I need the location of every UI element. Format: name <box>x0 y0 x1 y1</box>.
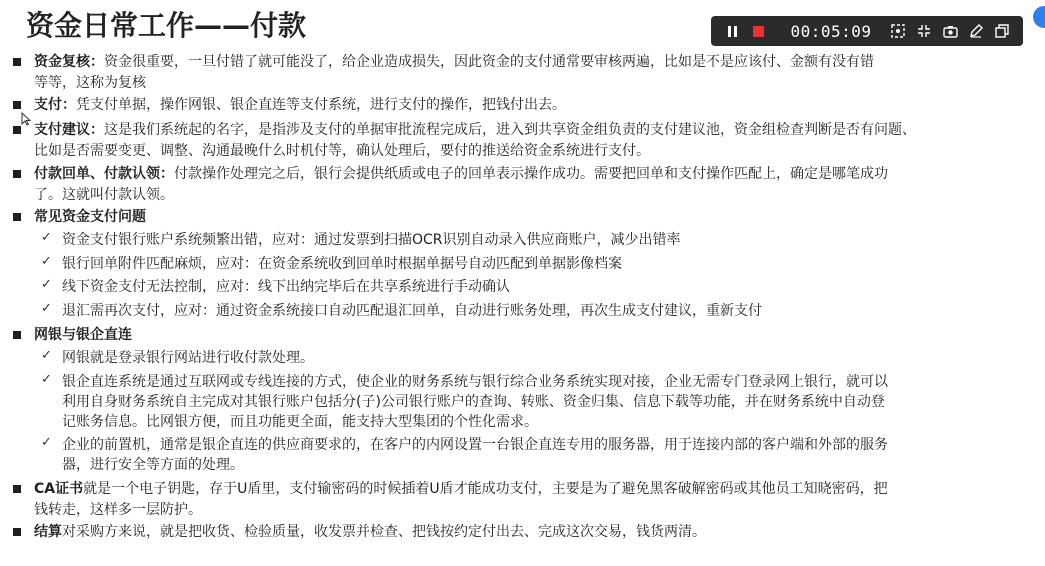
bullet-icon <box>13 213 21 221</box>
list-item-continuation: 等等，这称为复核 <box>34 75 146 91</box>
bullet-icon <box>13 485 21 493</box>
camera-icon[interactable] <box>937 16 963 46</box>
bullet-icon <box>13 126 21 134</box>
item-term: 支付： <box>34 97 76 113</box>
sub-item: 网银就是登录银行网站进行收付款处理。 <box>62 350 314 366</box>
avatar <box>1033 6 1045 28</box>
recording-timer: 00:05:09 <box>790 21 872 41</box>
item-term: CA证书 <box>34 481 84 497</box>
list-item <box>34 479 888 499</box>
list-item-continuation: 钱转走，这样多一层防护。 <box>34 502 202 518</box>
list-item <box>34 52 874 72</box>
checkmark-icon: ✓ <box>41 372 52 387</box>
list-item-continuation: 比如是否需要变更、调整、沟通最晚什么时机付等，确认处理后，要付的推送给资金系统进行支付。 <box>34 143 650 159</box>
list-item <box>34 95 566 115</box>
list-item-continuation: 了。这就叫付款认领。 <box>34 187 174 203</box>
checkmark-icon: ✓ <box>41 301 52 316</box>
list-item <box>34 164 888 184</box>
screenshot-target-icon[interactable] <box>885 16 911 46</box>
list-item <box>34 120 916 140</box>
sub-item: 企业的前置机，通常是银企直连的供应商要求的，在客户的内网设置一台银企直连专用的服务器，用于连接内部的客户端和外部的服务 <box>62 437 888 453</box>
pen-icon[interactable] <box>963 16 989 46</box>
item-term: 结算 <box>34 524 62 540</box>
item-term: 支付建议： <box>34 122 104 138</box>
item-text: 凭支付单据，操作网银、银企直连等支付系统，进行支付的操作，把钱付出去。 <box>76 97 566 113</box>
mouse-cursor-icon <box>21 112 31 126</box>
section-heading: 网银与银企直连 <box>34 327 132 343</box>
item-text: 对采购方来说，就是把收货、检验质量，收发票并检查、把钱按约定付出去、完成这次交易，钱货两清。 <box>62 524 706 540</box>
sub-item-continuation: 记账务信息。比网银方便，而且功能更全面，能支持大型集团的个性化需求。 <box>62 414 538 430</box>
item-text: 资金很重要，一旦付错了就可能没了，给企业造成损失，因此资金的支付通常要审核两遍，比如是不是应该付、金额有没有错 <box>104 54 874 70</box>
sub-item: 线下资金支付无法控制，应对：线下出纳完毕后在共享系统进行手动确认 <box>62 279 510 295</box>
bullet-icon <box>13 101 21 109</box>
sub-item: 资金支付银行账户系统频繁出错，应对：通过发票到扫描OCR识别自动录入供应商账户，减少出错率 <box>62 232 681 248</box>
screen-recorder-toolbar <box>711 16 1023 46</box>
sub-item: 银行回单附件匹配麻烦，应对：在资金系统收到回单时根据单据号自动匹配到单据影像档案 <box>62 256 622 272</box>
bullet-icon <box>13 528 21 536</box>
section-heading: 常见资金支付问题 <box>34 209 146 225</box>
sub-item-continuation: 利用自身财务系统自主完成对其银行账户包括分(子)公司银行账户的查询、转账、资金归集、信息下载等功能，并在财务系统中自动登 <box>62 394 885 410</box>
bullet-icon <box>13 170 21 178</box>
list-item <box>34 522 706 542</box>
checkmark-icon: ✓ <box>41 277 52 292</box>
item-text: 付款操作处理完之后，银行会提供纸质或电子的回单表示操作成功。需要把回单和支付操作匹配上，确定是哪笔成功 <box>174 166 888 182</box>
item-term: 付款回单、付款认领： <box>34 166 174 182</box>
stop-icon[interactable] <box>745 16 771 46</box>
checkmark-icon: ✓ <box>41 230 52 245</box>
item-term: 资金复核： <box>34 54 104 70</box>
sub-item-continuation: 器，进行安全等方面的处理。 <box>62 457 244 473</box>
item-text: 这是我们系统起的名字，是指涉及支付的单据审批流程完成后，进入到共享资金组负责的支付建议池，资金组检查判断是否有问题、 <box>104 122 916 138</box>
bullet-icon <box>13 58 21 66</box>
bullet-icon <box>13 331 21 339</box>
checkmark-icon: ✓ <box>41 254 52 269</box>
slide-title: 资金日常工作——付款 <box>26 9 307 42</box>
item-text: 就是一个电子钥匙，存于U盾里，支付输密码的时候插着U盾才能成功支付，主要是为了避免黑客破解密码或其他员工知晓密码，把 <box>83 481 888 497</box>
window-icon[interactable] <box>989 16 1015 46</box>
pause-icon[interactable] <box>719 16 745 46</box>
checkmark-icon: ✓ <box>41 435 52 450</box>
shrink-icon[interactable] <box>911 16 937 46</box>
checkmark-icon: ✓ <box>41 348 52 363</box>
sub-item: 银企直连系统是通过互联网或专线连接的方式，使企业的财务系统与银行综合业务系统实现对接，企业无需专门登录网上银行，就可以 <box>62 374 888 390</box>
sub-item: 退汇需再次支付，应对：通过资金系统接口自动匹配退汇回单，自动进行账务处理，再次生成支付建议，重新支付 <box>62 303 762 319</box>
